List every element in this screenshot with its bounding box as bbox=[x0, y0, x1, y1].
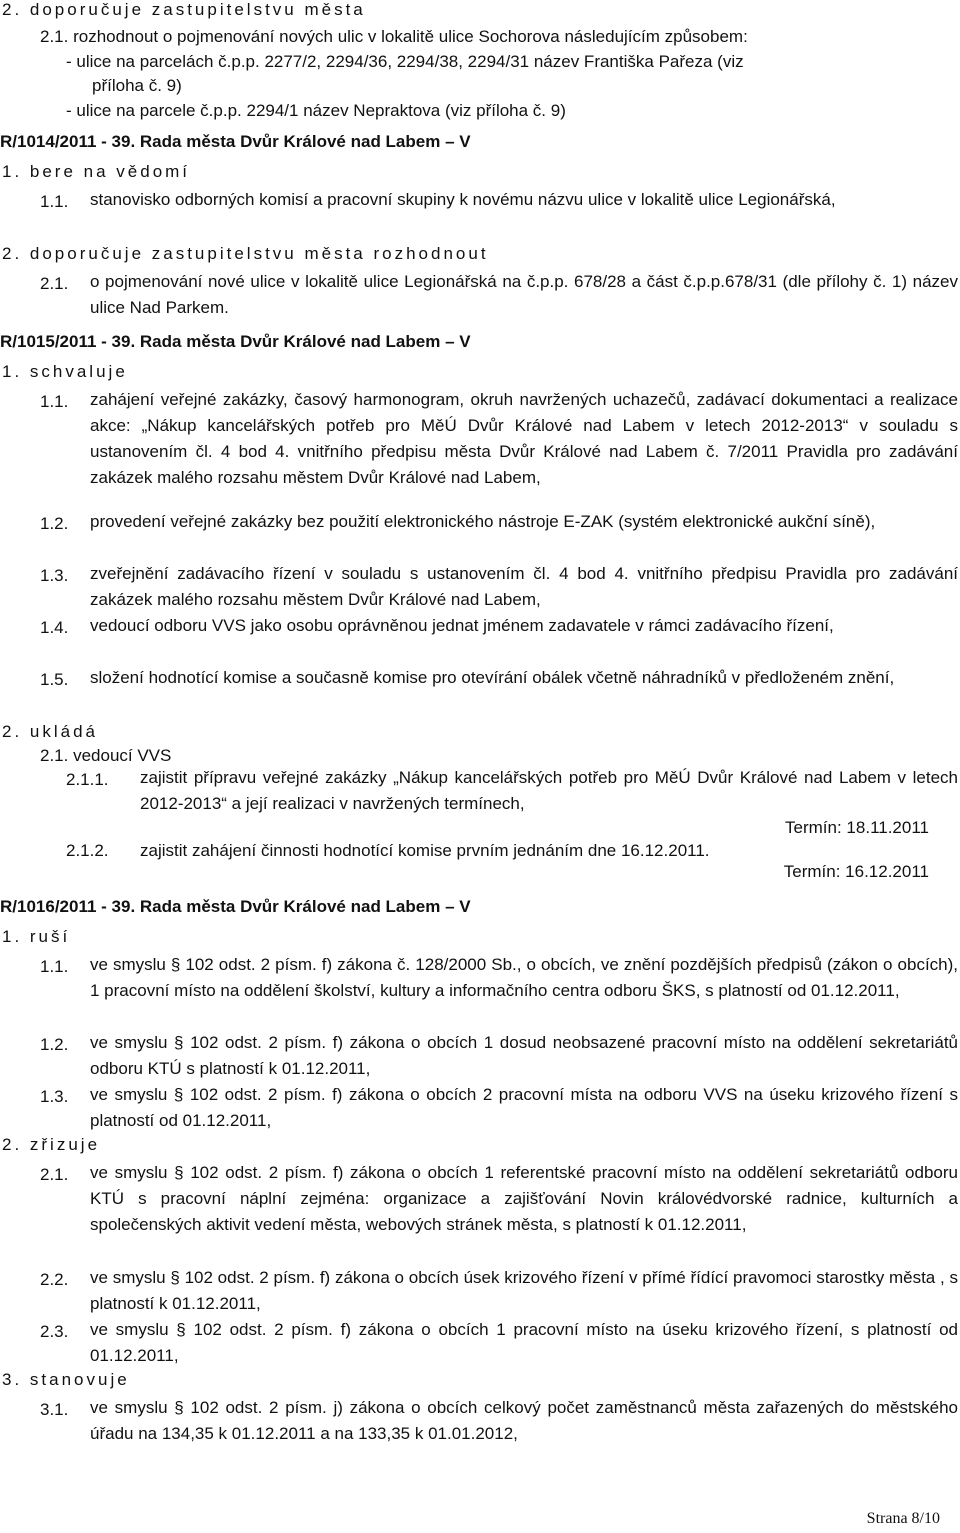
item-text: o pojmenování nové ulice v lokalitě ulice Legionářská na č.p.p. 678/28 a část č.p.p.678/31 (dle přílohy č. 1) název ulice Nad Parkem. bbox=[90, 272, 958, 317]
item-number: 1.4. bbox=[40, 618, 69, 637]
item-number: 2.1.2. bbox=[66, 841, 109, 860]
item-text: stanovisko odborných komisí a pracovní skupiny k novému názvu ulice v lokalitě ulice Legionářská, bbox=[90, 190, 836, 209]
item-text: vedoucí odboru VVS jako osobu oprávněnou jednat jménem zadavatele v rámci zadávacího řízení, bbox=[90, 616, 834, 635]
item-number: 2.3. bbox=[40, 1322, 69, 1341]
item-number: 1.3. bbox=[40, 1087, 69, 1106]
section-heading: 2. zřizuje bbox=[2, 1135, 101, 1154]
resolution-heading: R/1014/2011 - 39. Rada města Dvůr Králové nad Labem – V bbox=[0, 132, 471, 151]
item-number: 1.3. bbox=[40, 566, 69, 585]
item-text: ve smyslu § 102 odst. 2 písm. f) zákona o obcích 1 pracovní místo na úseku krizového řízení, s platností od 01.12.2011, bbox=[90, 1320, 958, 1365]
item-text: ve smyslu § 102 odst. 2 písm. f) zákona o obcích 1 referentské pracovní místo na oddělení sekretariátů odboru KTÚ s pracovní náplní zejména: organizace a zajišťování Novin královédvorské radnice, kulturních a společenských aktivit vedení města, webových stránek města, s platností k 01.12.2011, bbox=[90, 1163, 958, 1234]
item-number: 2.1. bbox=[40, 274, 69, 293]
item-number: 1.2. bbox=[40, 1035, 69, 1054]
section-heading: 1. bere na vědomí bbox=[2, 162, 191, 181]
item-text: ve smyslu § 102 odst. 2 písm. j) zákona o obcích celkový počet zaměstnanců města zařazených do městského úřadu na 134,35 k 01.12.2011 a na 133,35 k 01.01.2012, bbox=[90, 1398, 958, 1443]
item-text: zajistit zahájení činnosti hodnotící komise prvním jednáním dne 16.12.2011. bbox=[140, 841, 710, 860]
section-heading: 2. doporučuje zastupitelstvu města bbox=[2, 0, 366, 19]
item-number: 2.2. bbox=[40, 1270, 69, 1289]
item-text: - ulice na parcelách č.p.p. 2277/2, 2294/36, 2294/38, 2294/31 název Františka Pařeza (viz bbox=[66, 52, 744, 71]
item-number: 3.1. bbox=[40, 1400, 69, 1419]
section-heading: 1. schvaluje bbox=[2, 362, 128, 381]
section-heading: 2. doporučuje zastupitelstvu města rozhodnout bbox=[2, 244, 489, 263]
item-number: 1.1. bbox=[40, 392, 69, 411]
deadline: Termín: 18.11.2011 bbox=[785, 818, 929, 837]
item-number: 2.1.1. bbox=[66, 770, 109, 789]
section-heading: 2. ukládá bbox=[2, 722, 98, 741]
deadline: Termín: 16.12.2011 bbox=[783, 862, 929, 881]
item-number: 2.1. bbox=[40, 1165, 69, 1184]
item-text: složení hodnotící komise a současně komise pro otevírání obálek včetně náhradníků v předloženém znění, bbox=[90, 668, 895, 687]
page-number: Strana 8/10 bbox=[866, 1510, 940, 1527]
item-text: zajistit přípravu veřejné zakázky „Nákup kancelářských potřeb pro MěÚ Dvůr Králové nad Labem v letech 2012-2013“ a její realizaci v navržených termínech, bbox=[140, 768, 958, 813]
section-heading: 1. ruší bbox=[2, 927, 71, 946]
resolution-heading: R/1015/2011 - 39. Rada města Dvůr Králové nad Labem – V bbox=[0, 332, 471, 351]
item-number: 1.2. bbox=[40, 514, 69, 533]
item-text: ve smyslu § 102 odst. 2 písm. f) zákona o obcích úsek krizového řízení v přímé řídící pravomoci starostky města , s platností k 01.12.2011, bbox=[90, 1268, 958, 1313]
item-text: zveřejnění zadávacího řízení v souladu s ustanovením čl. 4 bod 4. vnitřního předpisu Pravidla pro zadávání zakázek malého rozsahu městem Dvůr Králové nad Labem, bbox=[90, 564, 958, 609]
resolution-heading: R/1016/2011 - 39. Rada města Dvůr Králové nad Labem – V bbox=[0, 897, 471, 916]
item-text: zahájení veřejné zakázky, časový harmonogram, okruh navržených uchazečů, zadávací dokumentaci a realizace akce: „Nákup kancelářských potřeb pro MěÚ Dvůr Králové nad Labem v letech 2012-2013“ v souladu s ustanovením čl. 4 bod 4. vnitřního předpisu města Dvůr Králové nad Labem č. 7/2011 Pravidla pro zadávání zakázek malého rozsahu městem Dvůr Králové nad Labem, bbox=[90, 390, 958, 487]
item-text: 2.1. rozhodnout o pojmenování nových ulic v lokalitě ulice Sochorova následujícím způsobem: bbox=[40, 27, 748, 46]
item-text: ve smyslu § 102 odst. 2 písm. f) zákona o obcích 2 pracovní místa na odboru VVS na úseku krizového řízení s platností od 01.12.2011, bbox=[90, 1085, 958, 1130]
item-number: 1.5. bbox=[40, 670, 69, 689]
item-text: 2.1. vedoucí VVS bbox=[40, 746, 172, 765]
item-number: 1.1. bbox=[40, 192, 69, 211]
item-text: ve smyslu § 102 odst. 2 písm. f) zákona č. 128/2000 Sb., o obcích, ve znění pozdějších předpisů (zákon o obcích), 1 pracovní místo na oddělení školství, kultury a informačního centra odboru ŠKS, s platností od 01.12.2011, bbox=[90, 955, 958, 1000]
item-number: 1.1. bbox=[40, 957, 69, 976]
section-heading: 3. stanovuje bbox=[2, 1370, 130, 1389]
item-text: příloha č. 9) bbox=[92, 76, 182, 95]
item-text: ve smyslu § 102 odst. 2 písm. f) zákona o obcích 1 dosud neobsazené pracovní místo na oddělení sekretariátů odboru KTÚ s platností k 01.12.2011, bbox=[90, 1033, 958, 1078]
item-text: provedení veřejné zakázky bez použití elektronického nástroje E-ZAK (systém elektronické aukční síně), bbox=[90, 512, 876, 531]
item-text: - ulice na parcele č.p.p. 2294/1 název Nepraktova (viz příloha č. 9) bbox=[66, 101, 566, 120]
